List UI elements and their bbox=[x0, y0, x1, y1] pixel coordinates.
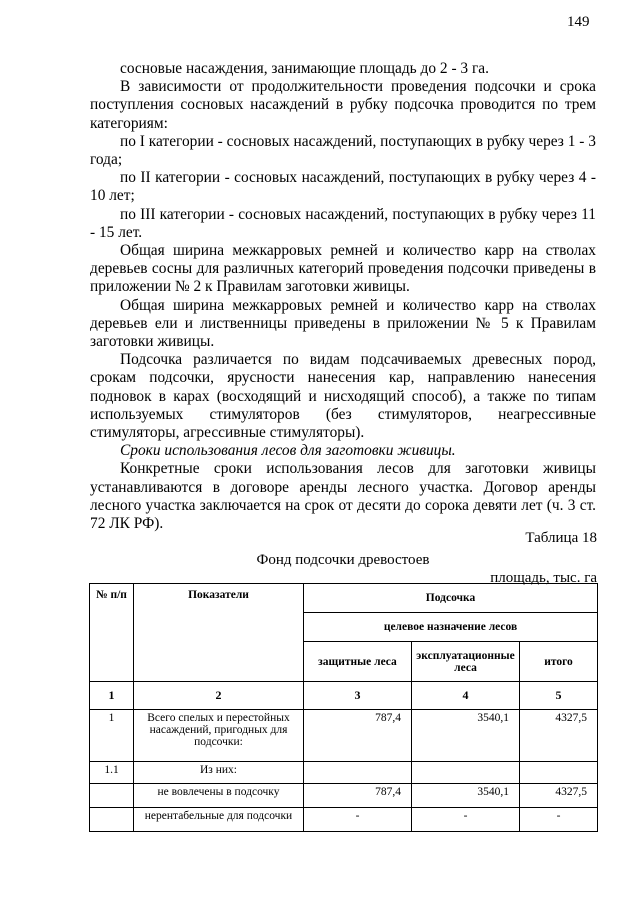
row-exploitation: 3540,1 bbox=[412, 710, 520, 762]
row-num: 1 bbox=[90, 710, 134, 762]
row-label: нерентабельные для подсочки bbox=[134, 808, 304, 832]
column-number: 2 bbox=[134, 682, 304, 710]
body-text bbox=[90, 60, 596, 533]
row-total bbox=[520, 762, 598, 784]
header-indicators: Показатели bbox=[134, 584, 304, 682]
row-num bbox=[90, 808, 134, 832]
paragraph: по III категории - сосновых насаждений, поступающих в рубку через 11 - 15 лет. bbox=[90, 205, 596, 241]
section-heading: Сроки использования лесов для заготовки живицы. bbox=[120, 442, 456, 460]
row-total: 4327,5 bbox=[520, 710, 598, 762]
paragraph: по I категории - сосновых насаждений, поступающих в рубку через 1 - 3 года; bbox=[90, 132, 596, 169]
data-table bbox=[89, 583, 598, 832]
paragraph: Общая ширина межкарровых ремней и количество карр на стволах деревьев ели и лиственницы приведены в приложении № 5 к Правилам заготовки живицы. bbox=[90, 296, 596, 351]
row-label: Всего спелых и перестойных насаждений, пригодных для подсочки: bbox=[134, 710, 304, 762]
column-number: 3 bbox=[304, 682, 412, 710]
row-label: не вовлечены в подсочку bbox=[134, 784, 304, 808]
paragraph: по II категории - сосновых насаждений, поступающих в рубку через 4 - 10 лет; bbox=[90, 169, 596, 205]
row-total: - bbox=[520, 808, 598, 832]
table-row bbox=[90, 808, 598, 832]
row-protective: - bbox=[304, 808, 412, 832]
row-protective: 787,4 bbox=[304, 784, 412, 808]
column-number: 5 bbox=[520, 682, 598, 710]
row-num bbox=[90, 784, 134, 808]
table-row bbox=[90, 784, 598, 808]
row-protective bbox=[304, 762, 412, 784]
header-protective: защитные леса bbox=[304, 642, 412, 682]
column-number: 4 bbox=[412, 682, 520, 710]
table-unit: площадь, тыс. га bbox=[490, 570, 597, 586]
row-protective: 787,4 bbox=[304, 710, 412, 762]
header-num: № п/п bbox=[90, 584, 134, 682]
header-total: итого bbox=[520, 642, 598, 682]
paragraph: Подсочка различается по видам подсачиваемых древесных пород, срокам подсочки, ярусности нанесения кар, направлению нанесения подновок в карах (восходящий и нисходящий способ), а также по типам используемых стимуляторов (без стимуляторов, неагрессивные стимуляторы, агрессивные стимуляторы). bbox=[90, 351, 596, 442]
paragraph: Общая ширина межкарровых ремней и количество карр на стволах деревьев сосны для различных категорий проведения подсочки приведены в приложении № 2 к Правилам заготовки живицы. bbox=[90, 242, 596, 296]
paragraph: сосновые насаждения, занимающие площадь до 2 - 3 га. bbox=[120, 60, 489, 77]
row-num: 1.1 bbox=[90, 762, 134, 784]
column-number: 1 bbox=[90, 682, 134, 710]
header-subgroup: целевое назначение лесов bbox=[304, 613, 598, 642]
row-exploitation: 3540,1 bbox=[412, 784, 520, 808]
paragraph: В зависимости от продолжительности проведения подсочки и срока поступления сосновых насаждений в рубку подсочка проводится по трем категориям: bbox=[90, 78, 596, 132]
table-row bbox=[90, 762, 598, 784]
row-exploitation: - bbox=[412, 808, 520, 832]
header-group: Подсочка bbox=[304, 584, 598, 613]
page-number: 149 bbox=[567, 14, 590, 30]
table-title: Фонд подсочки древостоев bbox=[256, 552, 430, 568]
row-label: Из них: bbox=[134, 762, 304, 784]
table-label: Таблица 18 bbox=[525, 530, 597, 546]
header-exploitation: эксплуатационные леса bbox=[412, 642, 520, 682]
paragraph: Конкретные сроки использования лесов для заготовки живицы устанавливаются в договоре аренды лесного участка. Договор аренды лесного участка заключается на срок от десяти до сорока девяти лет (ч. 3 ст. 72 ЛК РФ). bbox=[90, 460, 596, 533]
row-total: 4327,5 bbox=[520, 784, 598, 808]
table-row bbox=[90, 710, 598, 762]
row-exploitation bbox=[412, 762, 520, 784]
